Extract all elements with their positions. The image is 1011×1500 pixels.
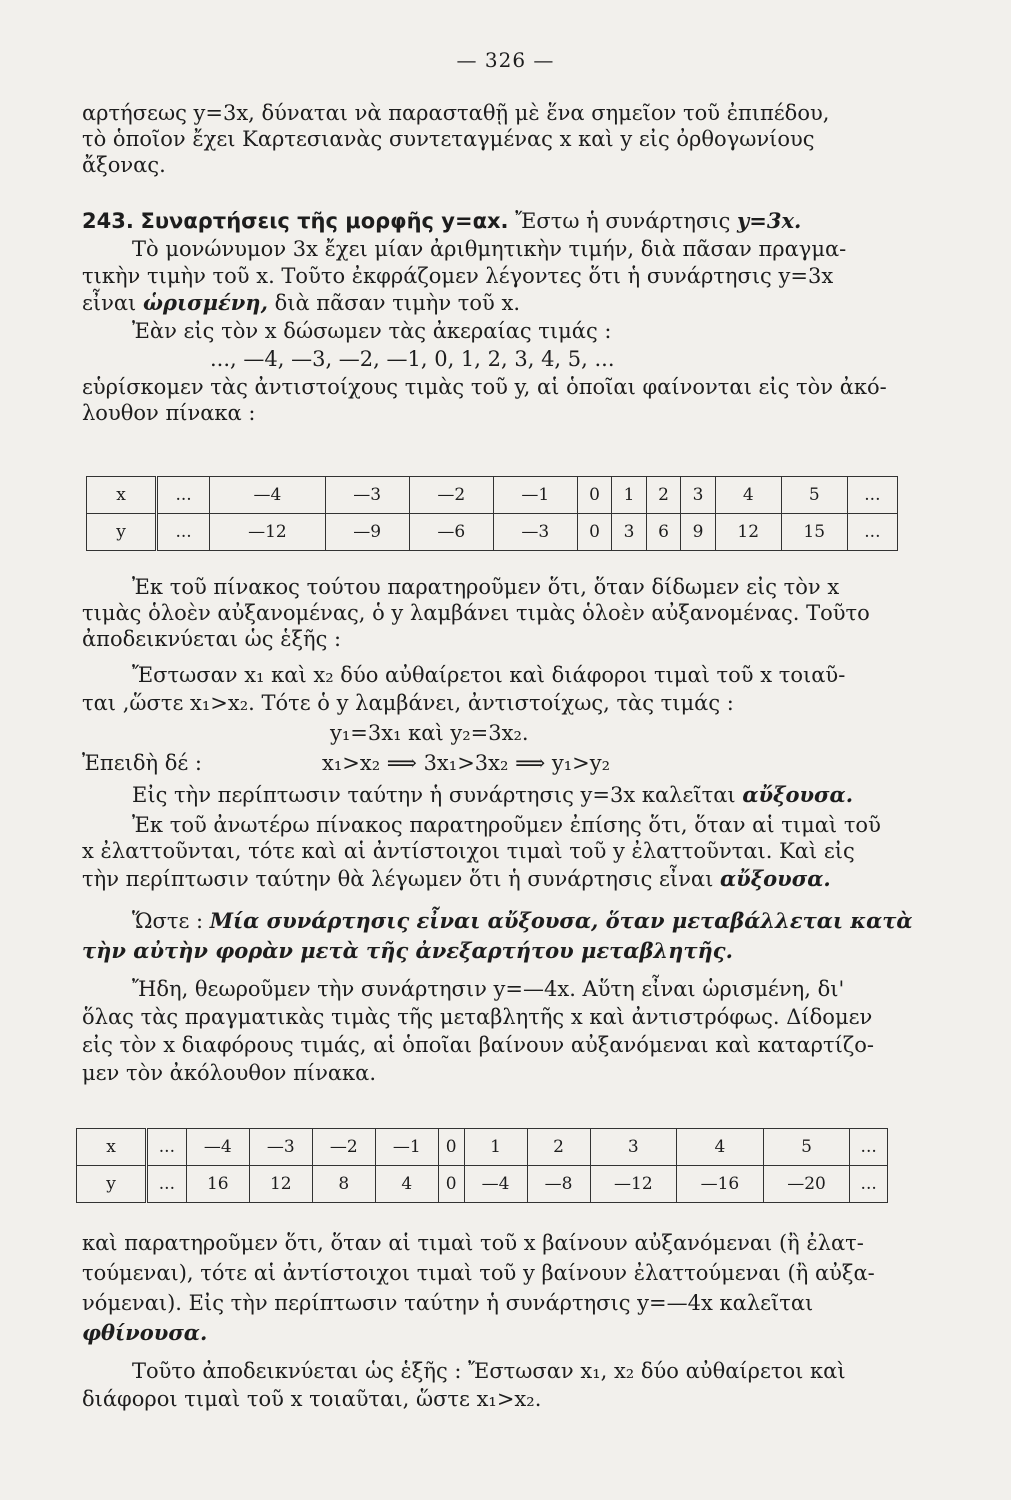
- paragraph-line: Ἐκ τοῦ ἀνωτέρω πίνακος παρατηροῦμεν ἐπίσης ὅτι, ὅταν αἱ τιμαὶ τοῦ: [132, 813, 881, 837]
- table-cell: 3: [681, 477, 715, 514]
- paragraph-line: Ἐὰν εἰς τὸν x δώσωμεν τὰς ἀκεραίας τιμάς :: [132, 319, 612, 343]
- table-cell: —16: [677, 1166, 764, 1203]
- table-cell: 4: [715, 477, 781, 514]
- section-lead: Ἔστω ἡ συνάρτησις: [515, 209, 731, 233]
- table-cell: —1: [375, 1129, 438, 1166]
- table-cell: 9: [681, 514, 715, 551]
- table-row-label: x: [87, 477, 157, 514]
- table-cell: —4: [186, 1129, 249, 1166]
- paragraph-line: Τὸ μονώνυμον 3x ἔχει μίαν ἀριθμητικὴν τιμήν, διὰ πᾶσαν πραγμα-: [132, 237, 847, 261]
- table-cell: —3: [325, 477, 409, 514]
- paragraph-line: ἀποδεικνύεται ὡς ἑξῆς :: [82, 627, 342, 651]
- table-cell: 1: [464, 1129, 527, 1166]
- paragraph-line: αρτήσεως y=3x, δύναται νὰ παρασταθῇ μὲ ἕνα σημεῖον τοῦ ἐπιπέδου,: [82, 101, 830, 125]
- table-cell: 2: [646, 477, 680, 514]
- paragraph-line: [82, 290, 902, 316]
- table-cell: —3: [493, 514, 577, 551]
- table-cell: 0: [438, 1166, 464, 1203]
- rule-line: [132, 908, 913, 934]
- rule-line: [82, 938, 902, 964]
- paragraph-line: x ἐλαττοῦνται, τότε καὶ αἱ ἀντίστοιχοι τιμαὶ τοῦ y ἐλαττοῦνται. Καὶ εἰς: [82, 839, 855, 863]
- table-cell: 5: [763, 1129, 850, 1166]
- paragraph-line: ται ,ὥστε x₁>x₂. Τότε ὁ y λαμβάνει, ἀντιστοίχως, τὰς τιμάς :: [82, 691, 734, 715]
- table-cell: 16: [186, 1166, 249, 1203]
- table-row-y: [87, 514, 898, 551]
- table-cell: 12: [715, 514, 781, 551]
- paragraph-line: τὸ ὁποῖον ἔχει Καρτεσιανὰς συντεταγμένας x καὶ y εἰς ὀρθογωνίους: [82, 127, 815, 151]
- table-cell: 0: [438, 1129, 464, 1166]
- table-row-y: [77, 1166, 888, 1203]
- table-cell: 4: [375, 1166, 438, 1203]
- paragraph-line: τικὴν τιμὴν τοῦ x. Τοῦτο ἐκφράζομεν λέγοντες ὅτι ἡ συνάρτησις y=3x: [82, 264, 834, 288]
- paragraph-line: ἄξονας.: [82, 153, 166, 177]
- text-fragment: εἶναι: [82, 291, 137, 315]
- table-cell: ...: [850, 1166, 888, 1203]
- table-cell: —6: [409, 514, 493, 551]
- table-cell: ...: [157, 477, 210, 514]
- integer-sequence: ..., —4, —3, —2, —1, 0, 1, 2, 3, 4, 5, ...: [210, 347, 615, 371]
- table-cell: 15: [781, 514, 847, 551]
- table-cell: —9: [325, 514, 409, 551]
- table-row-x: [77, 1129, 888, 1166]
- table-cell: 1: [612, 477, 646, 514]
- table-cell: 8: [312, 1166, 375, 1203]
- paragraph-line: εὑρίσκομεν τὰς ἀντιστοίχους τιμὰς τοῦ y, αἱ ὁποῖαι φαίνονται εἰς τὸν ἀκό-: [82, 375, 887, 399]
- table-cell: —2: [312, 1129, 375, 1166]
- text-fragment: Εἰς τὴν περίπτωσιν ταύτην ἡ συνάρτησις y=3x καλεῖται: [132, 783, 736, 807]
- page-number: — 326 —: [456, 48, 555, 72]
- term-defined: αὔξουσα.: [742, 782, 854, 807]
- section-title: Συναρτήσεις τῆς μορφῆς y=αx.: [140, 209, 509, 233]
- paragraph-line: Τοῦτο ἀποδεικνύεται ὡς ἑξῆς : Ἔστωσαν x₁, x₂ δύο αὐθαίρετοι καὶ: [132, 1359, 846, 1383]
- table-cell: —20: [763, 1166, 850, 1203]
- table-cell: 6: [646, 514, 680, 551]
- term-defined: φθίνουσα.: [82, 1320, 208, 1345]
- table-cell: ...: [847, 477, 897, 514]
- term-defined: ὡρισμένη,: [142, 290, 268, 315]
- table-cell: —4: [210, 477, 326, 514]
- table-cell: ...: [847, 514, 897, 551]
- table-cell: 5: [781, 477, 847, 514]
- table-row-label: x: [77, 1129, 147, 1166]
- table-row-label: y: [77, 1166, 147, 1203]
- table-cell: ...: [157, 514, 210, 551]
- table-cell: —12: [590, 1166, 677, 1203]
- rule-text: Μία συνάρτησις εἶναι αὔξουσα, ὅταν μεταβάλλεται κατὰ: [209, 908, 913, 933]
- table-cell: 4: [677, 1129, 764, 1166]
- text-fragment: τὴν περίπτωσιν ταύτην θὰ λέγωμεν ὅτι ἡ συνάρτησις εἶναι: [82, 867, 714, 891]
- table-row-x: [87, 477, 898, 514]
- paragraph-line: λουθον πίνακα :: [82, 401, 256, 425]
- paragraph-line: τούμεναι), τότε αἱ ἀντίστοιχοι τιμαὶ τοῦ y βαίνουν ἐλαττούμεναι (ἢ αὐξα-: [82, 1261, 875, 1285]
- paragraph-line: [82, 1320, 902, 1346]
- paragraph-line: μεν τὸν ἀκόλουθον πίνακα.: [82, 1061, 377, 1085]
- section-formula: y=3x.: [737, 208, 802, 233]
- paragraph-line: [82, 866, 902, 892]
- table-cell: ...: [147, 1129, 187, 1166]
- values-table-y-3x: [86, 476, 898, 551]
- table-cell: —3: [249, 1129, 312, 1166]
- equation-label: Ἐπειδὴ δέ :: [82, 751, 203, 775]
- table-cell: 0: [577, 477, 611, 514]
- table-cell: 3: [590, 1129, 677, 1166]
- section-heading: [82, 208, 902, 234]
- paragraph-line: Ἔστωσαν x₁ καὶ x₂ δύο αὐθαίρετοι καὶ διάφοροι τιμαὶ τοῦ x τοιαῦ-: [132, 663, 846, 687]
- table-cell: —8: [527, 1166, 590, 1203]
- equation: x₁>x₂ ⟹ 3x₁>3x₂ ⟹ y₁>y₂: [322, 751, 611, 775]
- term-defined: αὔξουσα.: [720, 866, 831, 891]
- rule-lead: Ὥστε :: [132, 909, 204, 933]
- table-cell: 0: [577, 514, 611, 551]
- table-row-label: y: [87, 514, 157, 551]
- paragraph-line: Ἐκ τοῦ πίνακος τούτου παρατηροῦμεν ὅτι, ὅταν δίδωμεν εἰς τὸν x: [132, 575, 840, 599]
- paragraph-line: καὶ παρατηροῦμεν ὅτι, ὅταν αἱ τιμαὶ τοῦ x βαίνουν αὐξανόμεναι (ἢ ἐλατ-: [82, 1231, 864, 1255]
- paragraph-line: εἰς τὸν x διαφόρους τιμάς, αἱ ὁποῖαι βαίνουν αὐξανόμεναι καὶ καταρτίζο-: [82, 1033, 874, 1057]
- paragraph-line: [132, 782, 902, 808]
- table-cell: 12: [249, 1166, 312, 1203]
- rule-text: τὴν αὐτὴν φορὰν μετὰ τῆς ἀνεξαρτήτου μεταβλητῆς.: [82, 938, 733, 963]
- paragraph-line: τιμὰς ὁλοὲν αὐξανομένας, ὁ y λαμβάνει τιμὰς ὁλοὲν αὐξανομένας. Τοῦτο: [82, 601, 870, 625]
- paragraph-line: ὅλας τὰς πραγματικὰς τιμὰς τῆς μεταβλητῆς x καὶ ἀντιστρόφως. Δίδομεν: [82, 1005, 873, 1029]
- table-cell: 2: [527, 1129, 590, 1166]
- table-cell: —4: [464, 1166, 527, 1203]
- text-fragment: διὰ πᾶσαν τιμὴν τοῦ x.: [274, 291, 520, 315]
- table-cell: ...: [850, 1129, 888, 1166]
- table-cell: —1: [493, 477, 577, 514]
- table-cell: 3: [612, 514, 646, 551]
- table-cell: ...: [147, 1166, 187, 1203]
- paragraph-line: νόμεναι). Εἰς τὴν περίπτωσιν ταύτην ἡ συνάρτησις y=—4x καλεῖται: [82, 1291, 814, 1315]
- table-cell: —12: [210, 514, 326, 551]
- equation-line: [82, 750, 902, 776]
- values-table-y-minus4x: [76, 1128, 888, 1203]
- section-number: 243.: [82, 209, 134, 233]
- paragraph-line: διάφοροι τιμαὶ τοῦ x τοιαῦται, ὥστε x₁>x₂.: [82, 1387, 542, 1411]
- paragraph-line: Ἤδη, θεωροῦμεν τὴν συνάρτησιν y=—4x. Αὕτη εἶναι ὡρισμένη, δι': [132, 977, 845, 1001]
- equation: y₁=3x₁ καὶ y₂=3x₂.: [330, 721, 529, 745]
- table-cell: —2: [409, 477, 493, 514]
